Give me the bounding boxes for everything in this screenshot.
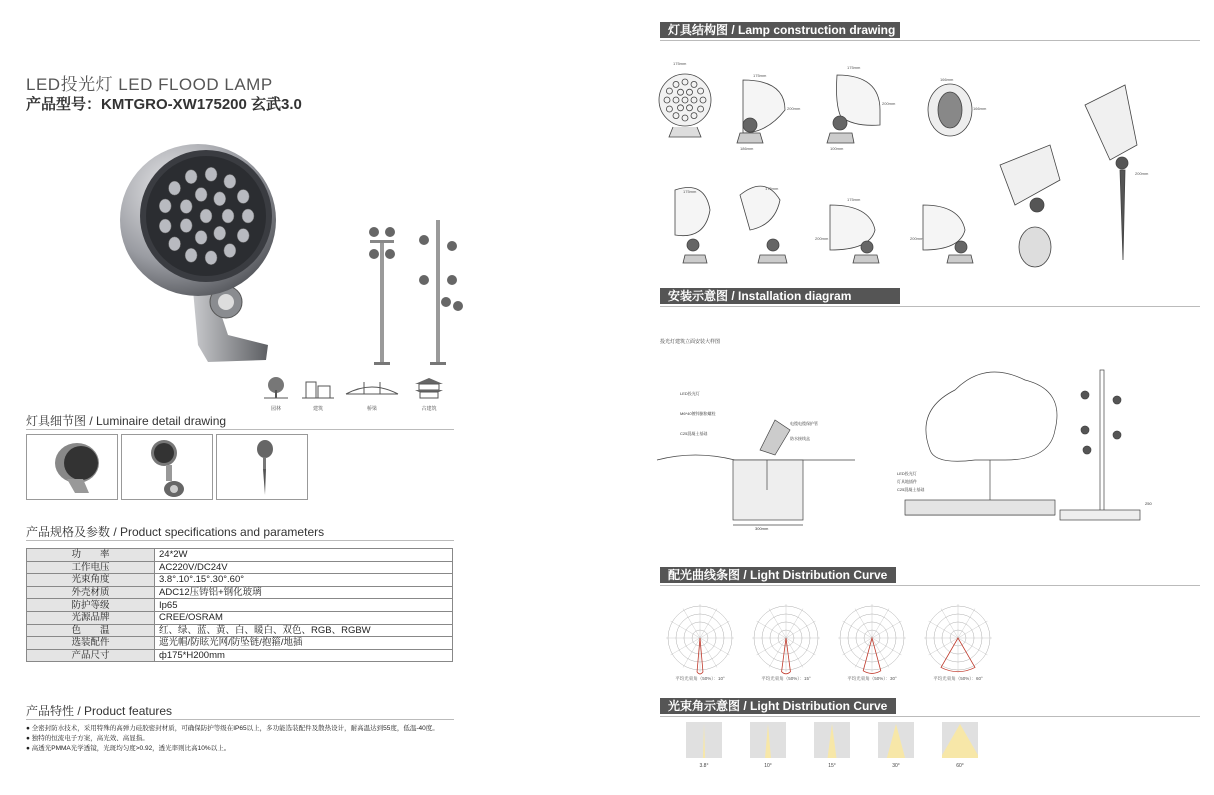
svg-text:200mm: 200mm bbox=[910, 236, 924, 241]
features-heading: 产品特性 / Product features bbox=[26, 704, 454, 720]
svg-text:100mm: 100mm bbox=[830, 146, 844, 151]
installation-heading: 安装示意图 / Installation diagram bbox=[660, 288, 900, 304]
installation-section bbox=[660, 288, 1200, 307]
svg-text:灯具地插件: 灯具地插件 bbox=[897, 479, 917, 484]
polar-label: 平均光束角（50%）：10° bbox=[675, 676, 725, 681]
beam-angle-icon bbox=[750, 722, 786, 758]
detail-heading: 灯具细节图 / Luminaire detail drawing bbox=[26, 414, 454, 430]
polar-curve bbox=[666, 604, 734, 674]
install-caption: 投光灯建筑立面安装大样图 bbox=[660, 339, 721, 345]
page-title: LED投光灯 LED FLOOD LAMP bbox=[26, 75, 273, 94]
svg-text:175mm: 175mm bbox=[847, 65, 861, 70]
polar-label: 平均光束角（50%）：15° bbox=[761, 676, 811, 681]
table-row: 光源品牌 CREE/OSRAM bbox=[27, 611, 453, 624]
polar-curves bbox=[660, 598, 1000, 678]
svg-text:LED投光灯: LED投光灯 bbox=[680, 391, 700, 396]
polar-curve bbox=[752, 604, 820, 674]
beam-angle-label: 15° bbox=[828, 763, 836, 769]
beam-angle-item bbox=[686, 722, 722, 769]
model-number: 产品型号：KMTGRO-XW175200 玄武3.0 bbox=[26, 96, 302, 113]
polar-label: 平均光束角（50%）：60° bbox=[933, 676, 983, 681]
beam-angle-row bbox=[686, 722, 986, 772]
table-row: 防护等级 Ip65 bbox=[27, 599, 453, 612]
beam-angle-item bbox=[750, 722, 786, 769]
svg-text:166mm: 166mm bbox=[973, 106, 987, 111]
beam-angle-label: 3.8° bbox=[699, 763, 709, 769]
beam-angle-label: 10° bbox=[764, 763, 772, 769]
construction-heading: 灯具结构图 / Lamp construction drawing bbox=[660, 22, 900, 38]
list-item: ● 独特的恒流电子方案，高光效、高显指。 bbox=[26, 735, 149, 742]
svg-text:200mm: 200mm bbox=[1135, 171, 1149, 176]
list-item: ● 高透光PMMA光学透镜，光斑均匀度>0.92，透光率则比高10%以上。 bbox=[26, 745, 231, 752]
application-icons bbox=[262, 376, 452, 410]
features-list bbox=[26, 724, 466, 754]
spec-table bbox=[26, 548, 453, 662]
table-row: 外壳材质 ADC12压铸铝+钢化玻璃 bbox=[27, 586, 453, 599]
svg-text:200mm: 200mm bbox=[882, 101, 896, 106]
beam-angle-item bbox=[942, 722, 978, 769]
building-icon: 建筑 bbox=[302, 376, 334, 412]
svg-text:LED投光灯: LED投光灯 bbox=[897, 471, 917, 476]
flood-lamp-image bbox=[118, 140, 288, 370]
svg-text:M6*40镀锌膨胀螺栓: M6*40镀锌膨胀螺栓 bbox=[680, 411, 716, 416]
table-row: 选装配件 遮光帽/防眩光网/防坠链/抱箍/地插 bbox=[27, 637, 453, 650]
beam-section bbox=[660, 698, 1200, 717]
svg-text:250: 250 bbox=[1145, 501, 1152, 506]
beam-angle-icon bbox=[686, 722, 722, 758]
detail-thumb-front bbox=[26, 434, 118, 500]
svg-text:175mm: 175mm bbox=[847, 197, 861, 202]
tree-icon: 园林 bbox=[262, 376, 290, 412]
svg-text:175mm: 175mm bbox=[673, 61, 687, 66]
list-item: ● 全密封防水技术，采用特殊的高弹力硅胶密封材质，可确保防护等级在IP65以上，多功能选装配件及散热设计，耐高温达到55度，低温-40度。 bbox=[26, 725, 439, 732]
polar-curve bbox=[838, 604, 906, 673]
table-row: 色 温 红、绿、蓝、黄、白、暖白、双色、RGB、RGBW bbox=[27, 624, 453, 637]
beam-heading: 光束角示意图 / Light Distribution Curve bbox=[660, 698, 896, 714]
svg-text:C25混凝土基础: C25混凝土基础 bbox=[897, 487, 925, 492]
polar-curve bbox=[924, 604, 992, 672]
bridge-icon: 桥梁 bbox=[344, 376, 400, 412]
table-row: 工作电压 AC220V/DC24V bbox=[27, 561, 453, 574]
svg-text:186mm: 186mm bbox=[740, 146, 754, 151]
installation-drawing bbox=[655, 350, 1200, 530]
table-row: 功 率 24*2W bbox=[27, 549, 453, 562]
svg-text:175mm: 175mm bbox=[753, 73, 767, 78]
svg-text:166mm: 166mm bbox=[940, 77, 954, 82]
detail-thumb-bracket bbox=[121, 434, 213, 500]
svg-text:C25混凝土基础: C25混凝土基础 bbox=[680, 431, 708, 436]
table-row: 产品尺寸 ф175*H200mm bbox=[27, 649, 453, 662]
pole-mount-image bbox=[362, 210, 472, 370]
beam-angle-item bbox=[878, 722, 914, 769]
beam-angle-icon bbox=[942, 722, 978, 758]
svg-text:175mm: 175mm bbox=[765, 186, 779, 191]
svg-text:电缆电缆保护管: 电缆电缆保护管 bbox=[790, 421, 818, 426]
svg-text:300mm: 300mm bbox=[755, 526, 769, 530]
svg-text:175mm: 175mm bbox=[683, 189, 697, 194]
svg-text:200mm: 200mm bbox=[787, 106, 801, 111]
beam-angle-label: 60° bbox=[956, 763, 964, 769]
detail-thumb-spike bbox=[216, 434, 308, 500]
svg-text:200mm: 200mm bbox=[815, 236, 829, 241]
spec-heading: 产品规格及参数 / Product specifications and parameters bbox=[26, 525, 454, 541]
beam-angle-icon bbox=[814, 722, 850, 758]
distribution-heading: 配光曲线条图 / Light Distribution Curve bbox=[660, 567, 896, 583]
polar-label: 平均光束角（50%）：30° bbox=[847, 676, 897, 681]
construction-section bbox=[660, 22, 1200, 41]
beam-angle-label: 30° bbox=[892, 763, 900, 769]
svg-text:防水接线盒: 防水接线盒 bbox=[790, 436, 810, 441]
beam-angle-icon bbox=[878, 722, 914, 758]
pagoda-icon: 古建筑 bbox=[412, 376, 446, 412]
table-row: 光束角度 3.8°.10°.15°.30°.60° bbox=[27, 574, 453, 587]
distribution-section bbox=[660, 567, 1200, 586]
construction-drawings bbox=[655, 55, 1200, 275]
beam-angle-item bbox=[814, 722, 850, 769]
